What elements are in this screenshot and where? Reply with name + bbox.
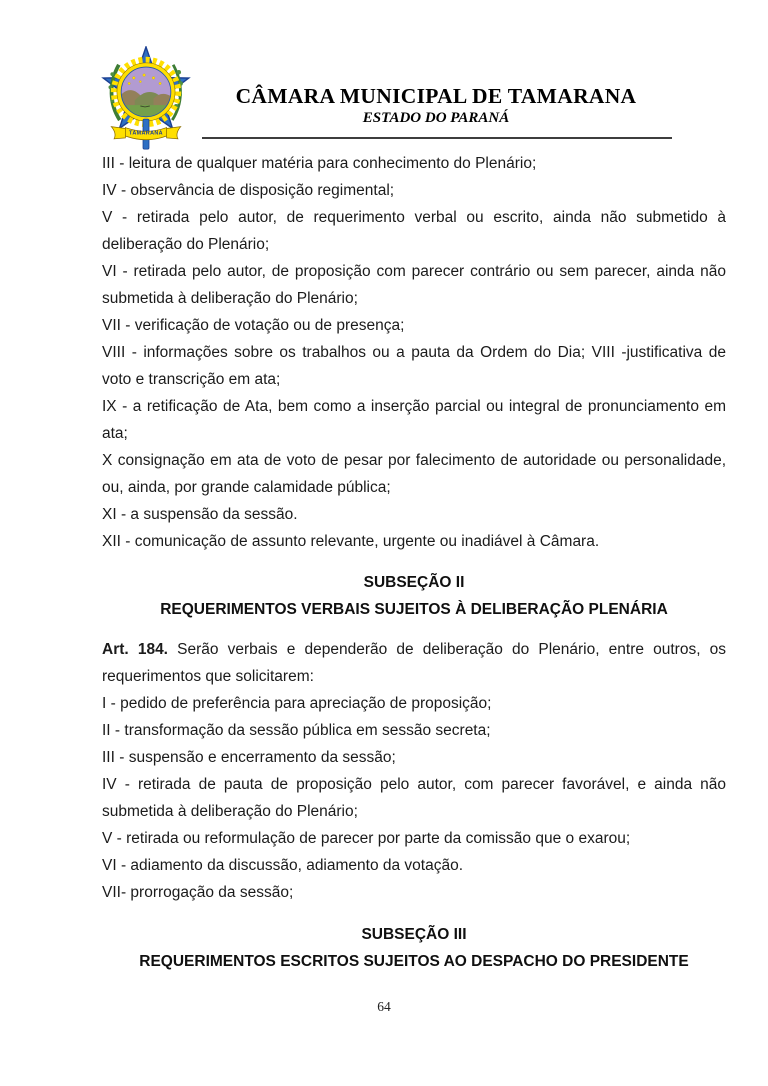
list-item: IV - observância de disposição regimental; [102,182,395,199]
list-item: VI - retirada pelo autor, de proposição com parecer contrário ou sem parecer, ainda não submetida à deliberação do Plenário; [102,263,726,307]
list-item: III - suspensão e encerramento da sessão; [102,749,396,766]
ribbon-text: TAMARANA [129,130,163,137]
section-heading-subsecao-3: SUBSEÇÃO III [361,926,467,943]
list-item: IV - retirada de pauta de proposição pelo autor, com parecer favorável, e ainda não submetida à deliberação do Plenário; [102,776,726,820]
section-heading-subsecao-2: SUBSEÇÃO II [363,574,465,591]
list-item: X consignação em ata de voto de pesar por falecimento de autoridade ou personalidade, ou, ainda, por grande calamidade pública; [102,452,726,496]
institution-title: CÂMARA MUNICIPAL DE TAMARANA [235,84,637,108]
list-item: VII - verificação de votação ou de presença; [102,317,405,334]
list-item: III - leitura de qualquer matéria para conhecimento do Plenário; [102,155,537,172]
article-184-paragraph [102,636,726,690]
list-item: VII- prorrogação da sessão; [102,884,294,901]
list-item: VI - adiamento da discussão, adiamento da votação. [102,857,464,874]
list-item: VIII - informações sobre os trabalhos ou a pauta da Ordem do Dia; VIII -justificativa de voto e transcrição em ata; [102,344,726,388]
page-number: 64 [377,999,391,1014]
header-divider [202,137,672,139]
coat-of-arms-logo [99,46,193,151]
list-item: V - retirada ou reformulação de parecer por parte da comissão que o exarou; [102,830,631,847]
document-body [102,150,726,975]
list-item: V - retirada pelo autor, de requerimento verbal ou escrito, ainda não submetido à deliberação do Plenário; [102,209,726,253]
section-subheading-subsecao-2: REQUERIMENTOS VERBAIS SUJEITOS À DELIBERAÇÃO PLENÁRIA [160,601,668,618]
state-subtitle: ESTADO DO PARANÁ [362,110,510,126]
header-titles [200,84,672,127]
list-item: I - pedido de preferência para apreciação de proposição; [102,695,492,712]
section-subheading-subsecao-3: REQUERIMENTOS ESCRITOS SUJEITOS AO DESPACHO DO PRESIDENTE [139,953,689,970]
article-label: Art. 184. [102,641,168,658]
list-item: XII - comunicação de assunto relevante, urgente ou inadiável à Câmara. [102,533,600,550]
page-footer [0,999,768,1015]
list-item: IX - a retificação de Ata, bem como a inserção parcial ou integral de pronunciamento em ata; [102,398,726,442]
article-text: Serão verbais e dependerão de deliberação do Plenário, entre outros, os requerimentos que solicitarem: [102,641,727,685]
list-item: XI - a suspensão da sessão. [102,506,298,523]
list-item: II - transformação da sessão pública em sessão secreta; [102,722,491,739]
